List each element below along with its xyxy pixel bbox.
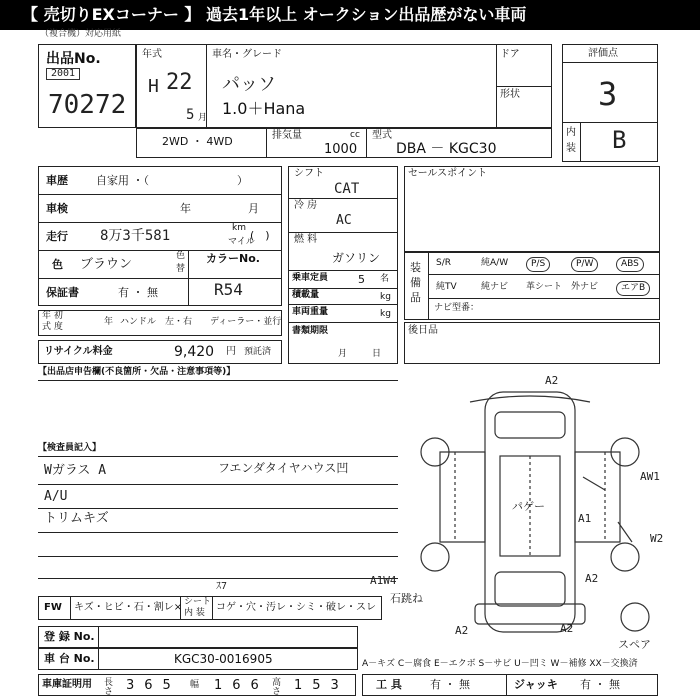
ac-value: AC (336, 213, 352, 228)
seat-label-2: 内 装 (184, 608, 205, 618)
note-line-1: Wガラス A (44, 463, 107, 478)
equipment-item: P/S (526, 257, 550, 272)
chassis-label: 車 台 No. (44, 652, 95, 665)
load-unit: kg (380, 292, 391, 302)
mark-w2: W2 (650, 532, 664, 545)
inspection-label: 車検 (46, 202, 68, 215)
warranty-value: 有 ・ 無 (118, 286, 158, 299)
lot-small: 2001 (46, 68, 80, 80)
equipment-item: P/W (571, 257, 598, 272)
spare-label: スペア (618, 638, 651, 651)
color-value: ブラウン (80, 257, 133, 272)
grade: 1.0＋Hana (222, 99, 306, 118)
banner-subtitle: （複合機）対応用紙 (40, 29, 122, 39)
cert-len-label: 長さ (104, 678, 114, 697)
equipment-item: 純TV (436, 282, 457, 292)
fuel-value: ガソリン (332, 251, 381, 265)
fw-label: FW (44, 602, 62, 613)
weight-label: 車両重量 (292, 307, 329, 317)
mark-a1: A1 (578, 512, 592, 525)
seat-mark: ｽ7 (216, 581, 228, 592)
paint-label-2: 替 (176, 264, 186, 274)
note-line-3: トリムキズ (44, 511, 109, 526)
jack-value: 有 ・ 無 (580, 678, 620, 691)
shift-value: CAT (334, 181, 360, 197)
mark-a2-top: A2 (545, 374, 559, 387)
inspection-year: 年 (180, 202, 191, 215)
sales-point-label: セールスポイント (408, 168, 488, 179)
seat-label-1: シート (184, 597, 212, 607)
lot-label: 出品No. (46, 51, 101, 67)
cert-hgt: 153 (294, 678, 349, 693)
mileage-label: 走行 (46, 230, 68, 243)
name-label: 車名・グレード (212, 49, 282, 60)
month-value: 5 (186, 107, 195, 123)
interior-value: B (612, 126, 627, 154)
first-reg-handle: ハンドル 左・右 (120, 317, 193, 327)
door-label: ドア (500, 49, 520, 60)
mileage-mile: マイル (228, 237, 255, 247)
inspector-notes-label: 【検査員記入】 (38, 443, 102, 453)
banner-title: 【 売切りEXコーナー 】 過去1年以上 オークション出品歴がない車両 (22, 5, 527, 24)
equipment-item: エアB (616, 281, 650, 296)
docs-month: 月 (338, 349, 348, 359)
equipment-item: 革シート (526, 282, 563, 292)
jack-label: ジャッキ (514, 678, 558, 691)
reg-label: 登 録 No. (44, 630, 95, 643)
equipment-item: 純A/W (481, 258, 509, 268)
year-label: 年式 (142, 49, 162, 60)
weight-unit: kg (380, 309, 391, 319)
mileage-value: 8万3千581 (100, 228, 171, 244)
era: H (148, 76, 159, 97)
damage-legend: A－キズ C－腐食 E－エクボ S－サビ U－凹ミ W－補修 XX－交換済 (362, 659, 638, 669)
recycle-amount: 9,420 (174, 344, 215, 360)
equipment-item: 純ナビ (481, 282, 509, 292)
colorno-value: R54 (214, 280, 243, 299)
load-label: 積載量 (292, 290, 320, 300)
history-label: 車歴 (46, 174, 68, 187)
navi-label: ナビ型番： (434, 303, 480, 313)
ac-label: 冷 房 (294, 200, 318, 211)
recycle-label: リサイクル料金 (44, 346, 113, 357)
cert-wid-label: 幅 (190, 680, 200, 690)
mark-a2-bl: A2 (455, 624, 469, 637)
cert-hgt-label: 高さ (272, 678, 282, 697)
paint-label-1: 色 (176, 251, 186, 261)
after-items-label: 後日品 (408, 325, 438, 336)
car-damage-diagram (370, 372, 700, 672)
tools-label: 工 具 (376, 678, 402, 691)
score-label: 評価点 (588, 48, 618, 59)
warranty-label: 保証書 (46, 286, 79, 299)
after-items-box (404, 322, 660, 364)
colorno-label: カラーNo. (206, 252, 260, 265)
note-line-4: フエンダタイヤハウス凹 (218, 461, 349, 475)
model-value: DBA － KGC30 (396, 141, 497, 157)
mark-a2-right: A2 (585, 572, 599, 585)
docs-day: 日 (372, 349, 382, 359)
shift-label: シフト (294, 168, 324, 179)
equipment-item: ABS (616, 257, 644, 272)
displacement-unit: cc (350, 130, 360, 140)
history-value: 自家用 ・（ ） (96, 174, 248, 187)
lot-number: 70272 (48, 90, 127, 120)
mark-bumper: パゲー (512, 500, 545, 513)
seats-unit: 名 (380, 274, 390, 284)
first-reg-year: 年 (104, 317, 114, 327)
color-label: 色 (52, 258, 63, 271)
drive-type: 2WD ・ 4WD (162, 135, 233, 148)
equipment-item: 外ナビ (571, 282, 599, 292)
seat-items: コゲ・穴・汚レ・シミ・破レ・スレ (216, 602, 376, 613)
seats-value: 5 (358, 273, 365, 286)
fuel-label: 燃 料 (294, 234, 318, 245)
chassis-value: KGC30-0016905 (174, 652, 273, 666)
cert-wid: 166 (214, 678, 269, 693)
recycle-unit: 円 (226, 346, 236, 357)
mark-chip: 石跳ね (390, 592, 423, 605)
mileage-paren: ( ) (250, 229, 270, 242)
displacement-label: 排気量 (272, 130, 302, 141)
interior-label-1: 内 (566, 127, 576, 138)
mark-a1w4: A1W4 (370, 574, 397, 587)
first-reg-label-1: 年 初 (42, 311, 63, 321)
recycle-note: 預託済 (244, 347, 272, 357)
mark-aw1: AW1 (640, 470, 660, 483)
equipment-item: S/R (436, 258, 451, 268)
cert-len: 365 (126, 678, 181, 693)
mileage-km: km (232, 223, 246, 233)
score-value: 3 (598, 75, 618, 113)
docs-label: 書類期限 (292, 326, 329, 336)
dealer: ディーラー・並行 (210, 317, 282, 327)
month-unit: 月 (198, 113, 208, 123)
fw-items: キズ・ヒビ・石・割レ× (74, 602, 183, 613)
car-name: パッソ (222, 74, 276, 95)
seats-label: 乗車定員 (292, 273, 329, 283)
year-value: 22 (166, 70, 193, 95)
interior-label-2: 装 (566, 143, 576, 154)
inspection-month: 月 (248, 202, 259, 215)
mark-a2-bm: A2 (560, 622, 574, 635)
cert-label: 車庫証明用 (42, 679, 92, 690)
shape-label: 形状 (500, 89, 520, 100)
model-label: 型式 (372, 130, 392, 141)
first-reg-label-2: 式 度 (42, 322, 63, 332)
note-line-2: A/U (44, 489, 68, 504)
equipment-label: 装備品 (410, 261, 421, 304)
displacement-value: 1000 (324, 142, 358, 157)
tools-value: 有 ・ 無 (430, 678, 470, 691)
seller-notes-label: 【出品店申告欄(不良箇所・欠品・注意事項等)】 (38, 367, 236, 377)
